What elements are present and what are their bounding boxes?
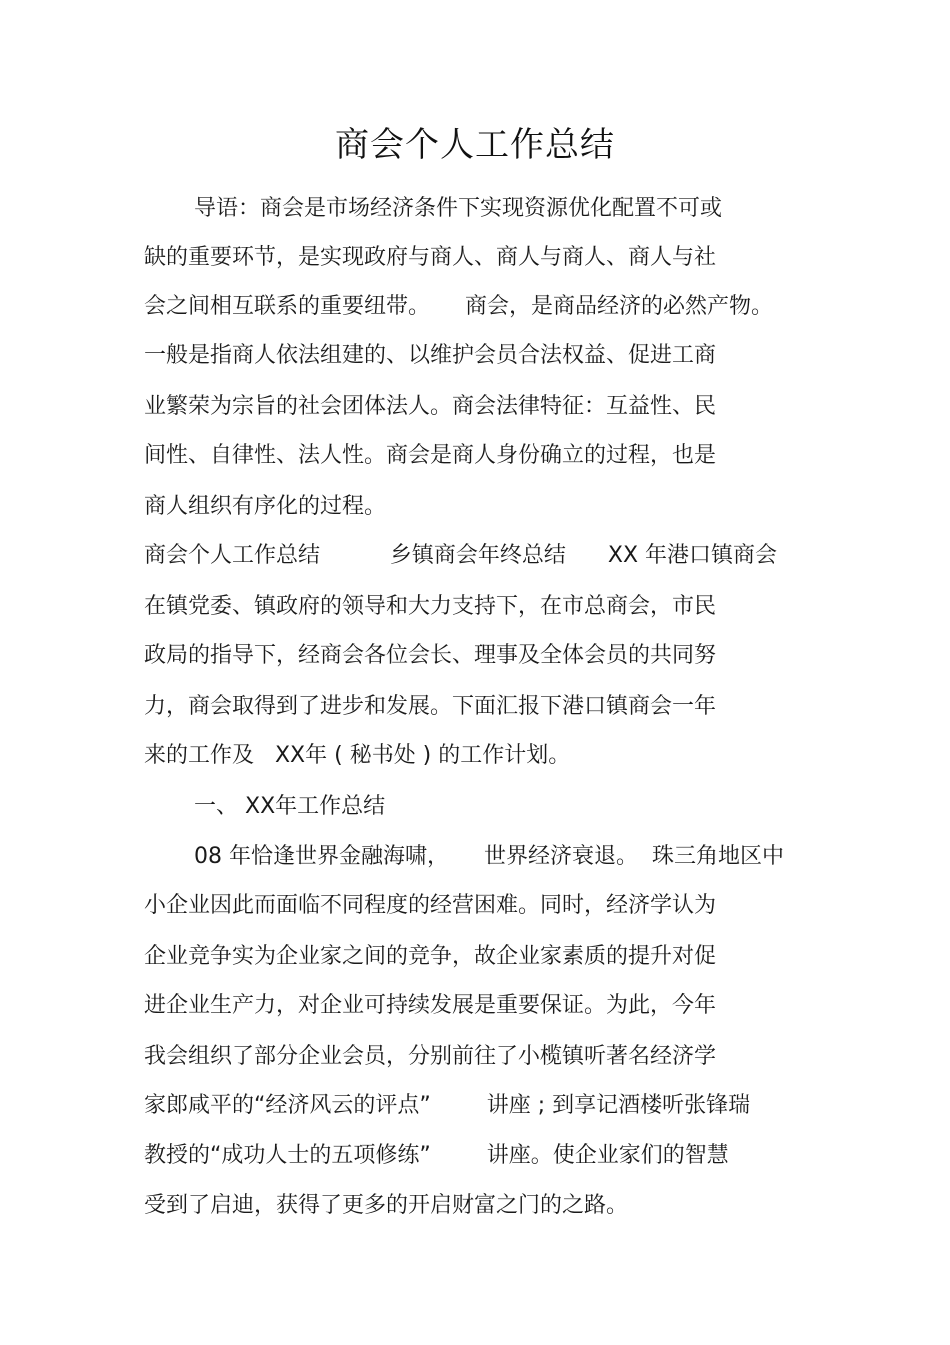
paragraph-line: 一般是指商人依法组建的、以维护会员合法权益、促进工商 (144, 343, 717, 368)
paragraph-line: 力，商会取得到了进步和发展。下面汇报下港口镇商会一年 (144, 694, 717, 719)
paragraph-line: 家郎咸平的“经济风云的评点” 讲座 ; 到享记酒楼听张锋瑞 (144, 1093, 751, 1118)
paragraph-line: 商会个人工作总结 乡镇商会年终总结 XX 年港口镇商会 (144, 543, 778, 568)
paragraph-line: 来的工作及 XX年 ( 秘书处 ) 的工作计划。 (144, 743, 571, 768)
paragraph-line: 间性、自律性、法人性。商会是商人身份确立的过程，也是 (144, 443, 717, 468)
paragraph-line: 进企业生产力，对企业可持续发展是重要保证。为此，今年 (144, 993, 717, 1018)
paragraph-line: 企业竞争实为企业家之间的竞争，故企业家素质的提升对促 (144, 944, 717, 969)
paragraph-line: 政局的指导下，经商会各位会长、理事及全体会员的共同努 (144, 643, 717, 668)
paragraph-line: 受到了启迪，获得了更多的开启财富之门的之路。 (144, 1193, 629, 1218)
paragraph-line: 业繁荣为宗旨的社会团体法人。商会法律特征：互益性、民 (144, 394, 717, 419)
paragraph-line: 缺的重要环节，是实现政府与商人、商人与商人、商人与社 (144, 245, 717, 270)
paragraph-line: 教授的“成功人士的五项修练” 讲座。使企业家们的智慧 (144, 1143, 729, 1168)
section-heading: 一、 XX年工作总结 (194, 794, 386, 819)
paragraph-line: 小企业因此而面临不同程度的经营困难。同时，经济学认为 (144, 893, 717, 918)
paragraph-line: 导语：商会是市场经济条件下实现资源优化配置不可或 (194, 196, 723, 221)
paragraph-line: 在镇党委、镇政府的领导和大力支持下，在市总商会，市民 (144, 594, 717, 619)
paragraph-line: 会之间相互联系的重要纽带。 商会，是商品经济的必然产物。 (144, 294, 773, 319)
paragraph-line: 08 年恰逢世界金融海啸， 世界经济衰退。 珠三角地区中 (194, 844, 784, 869)
document-title: 商会个人工作总结 (335, 125, 615, 165)
paragraph-line: 我会组织了部分企业会员，分别前往了小榄镇听著名经济学 (144, 1044, 717, 1069)
paragraph-line: 商人组织有序化的过程。 (144, 494, 387, 519)
